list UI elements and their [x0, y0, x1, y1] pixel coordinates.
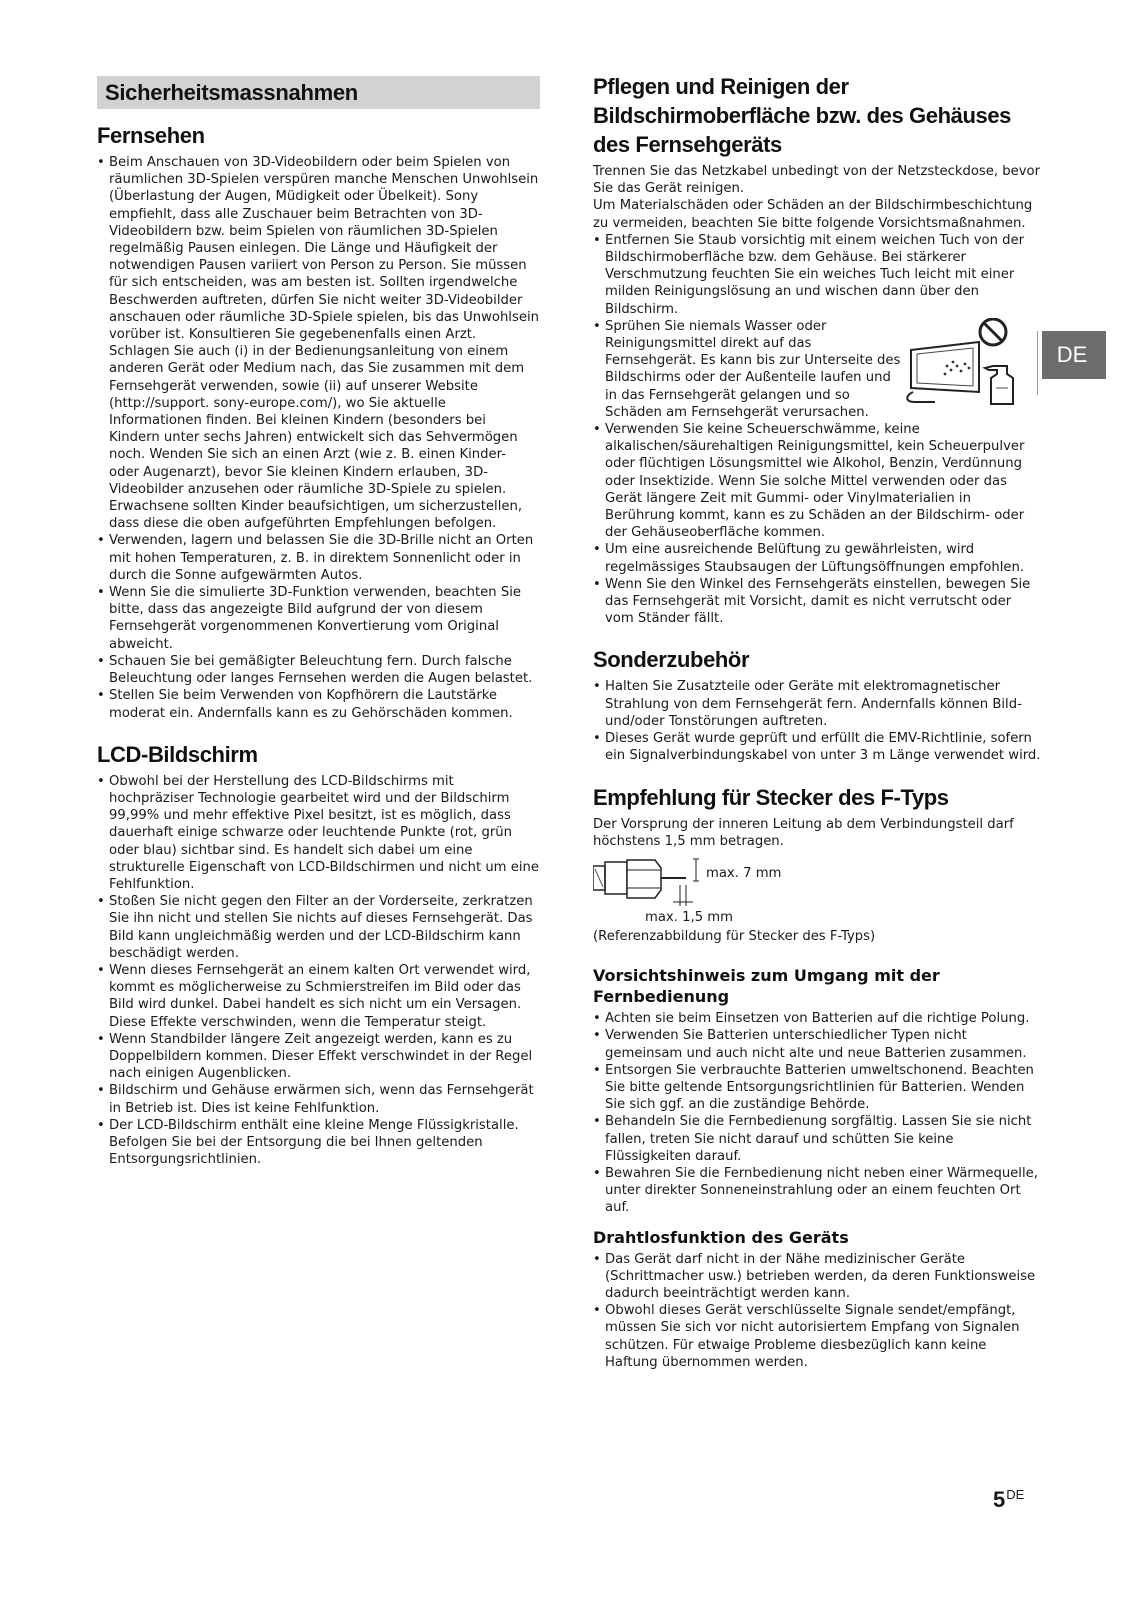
section-title-bar [97, 76, 540, 109]
fernsehen-list [97, 154, 540, 722]
list-item: • Bewahren Sie die Fernbedienung nicht neben einer Wärmequelle, unter direkter Sonneneinstrahlung oder an einem feuchten Ort auf. [593, 1165, 1043, 1217]
list-item: • Obwohl dieses Gerät verschlüsselte Signale sendet/empfängt, müssen Sie sich vor nicht autorisiertem Empfang von Signalen schützen. Für etwaige Probleme diesbezüglich kann keine Haftung übernommen werden. [593, 1302, 1043, 1371]
list-item: • Beim Anschauen von 3D-Videobildern oder beim Spielen von räumlichen 3D-Spielen verspüren manche Menschen Unwohlsein (Überlastung der Augen, Müdigkeit oder Übelkeit). Sony empfiehlt, dass alle Zuschauer beim Betrachten von 3D-Videobildern bzw. beim Spielen von räumlichen 3D-Spielen regelmäßig Pausen einlegen. Die Länge und Häufigkeit der notwendigen Pausen variiert von Person zu Person. Sie müssen für sich entscheiden, was am besten ist. Sollten irgendwelche Beschwerden auftreten, dürfen Sie nicht weiter 3D-Videobilder anschauen oder räumliche 3D-Spiele spielen, bis das Unwohlsein vorüber ist. Konsultieren Sie gegebenenfalls einen Arzt. Schlagen Sie auch (i) in der Bedienungsanleitung von einem anderen Gerät oder Medium nach, das Sie zusammen mit dem Fernsehgerät verwenden, sowie (ii) auf unserer Website (http://support. sony-europe.com/), wo Sie aktuelle Informationen finden. Bei kleinen Kindern (besonders bei Kindern unter sechs Jahren) entwickelt sich das Sehvermögen noch. Wenden Sie sich an einen Arzt (wie z. B. einen Kinder- oder Augenarzt), bevor Sie kleinen Kindern erlauben, 3D-Videobilder anzusehen oder räumliche 3D-Spiele zu spielen. Erwachsene sollten Kinder beaufsichtigen, um sicherzustellen, dass diese die oben aufgeführten Empfehlungen befolgen. [97, 154, 540, 532]
left-column [97, 72, 540, 1168]
section-title: Sicherheitsmassnahmen [105, 80, 358, 105]
list-item: • Entsorgen Sie verbrauchte Batterien umweltschonend. Beachten Sie bitte geltende Entsorgungsrichtlinien für Batterien. Wenden Sie sich ggf. an die zuständige Behörde. [593, 1062, 1043, 1114]
list-item: • Obwohl bei der Herstellung des LCD-Bildschirms mit hochpräziser Technologie gearbeitet wird und der Bildschirm 99,99% und mehr effektive Pixel besitzt, ist es möglich, dass dauerhaft einige schwarze oder leuchtende Punkte (rot, grün oder blau) sichtbar sind. Es handelt sich dabei um eine strukturelle Eigenschaft von LCD-Bildschirmen und nicht um eine Fehlfunktion. [97, 773, 540, 893]
list-item: • Das Gerät darf nicht in der Nähe medizinischer Geräte (Schrittmacher usw.) betrieben werden, da deren Funktionsweise dadurch beeinträchtigt werden kann. [593, 1251, 1043, 1303]
list-item: • Verwenden Sie Batterien unterschiedlicher Typen nicht gemeinsam und auch nicht alte und neue Batterien zusammen. [593, 1027, 1043, 1061]
page-number [993, 1487, 1024, 1513]
list-item: • Wenn dieses Fernsehgerät an einem kalten Ort verwendet wird, kommt es möglicherweise zu Schmierstreifen im Bild oder das Bild wird dunkel. Dabei handelt es sich nicht um ein Versagen. Diese Effekte verschwinden, wenn die Temperatur steigt. [97, 962, 540, 1031]
language-tab-de: DE [1042, 331, 1106, 379]
page-number-suffix: DE [1006, 1487, 1025, 1502]
sonder-list [593, 678, 1043, 764]
pflege-intro-1: Trennen Sie das Netzkabel unbedingt von der Netzsteckdose, bevor Sie das Gerät reinigen. [593, 164, 1041, 197]
list-item: • Stoßen Sie nicht gegen den Filter an der Vorderseite, zerkratzen Sie ihn nicht und stellen Sie nichts auf dieses Fernsehgerät. Das Bild kann ungleichmäßig werden und der LCD-Bildschirm kann beschädigt werden. [97, 893, 540, 962]
spray-warning-text: • Sprühen Sie niemals Wasser oder Reinigungsmittel direkt auf das Fernsehgerät. Es kann bis zur Unterseite des Bildschirms oder der Außenteile laufen und in das Fernsehgerät gelangen und so Schäden am Fernsehgerät verursachen. [605, 318, 901, 420]
list-item: • Der LCD-Bildschirm enthält eine kleine Menge Flüssigkristalle. Befolgen Sie bei der Entsorgung die bei Ihnen geltenden Entsorgungsrichtlinien. [97, 1117, 540, 1169]
side-tab-divider [1037, 331, 1038, 395]
heading-fernbedienung: Vorsichtshinweis zum Umgang mit der Fernbedienung [593, 966, 940, 1007]
f-type-connector-figure [593, 856, 1043, 926]
heading-drahtlos: Drahtlosfunktion des Geräts [593, 1227, 849, 1247]
list-item: • Stellen Sie beim Verwenden von Kopfhörern die Lautstärke moderat ein. Andernfalls kann es zu Gehörschäden kommen. [97, 687, 540, 721]
heading-stecker: Empfehlung für Stecker des F-Typs [593, 784, 949, 810]
list-item: • Dieses Gerät wurde geprüft und erfüllt die EMV-Richtlinie, sofern ein Signalverbindungskabel von unter 3 m Länge verwendet wird. [593, 730, 1043, 764]
page-number-value: 5 [993, 1487, 1006, 1512]
list-item: • Wenn Sie die simulierte 3D-Funktion verwenden, beachten Sie bitte, dass das angezeigte Bild aufgrund der von diesem Fernsehgerät vorgenommenen Konvertierung vom Original abweicht. [97, 584, 540, 653]
f-connector-icon [593, 856, 713, 916]
list-item-spray [593, 318, 1043, 421]
lcd-list [97, 773, 540, 1169]
list-item: • Bildschirm und Gehäuse erwärmen sich, wenn das Fernsehgerät in Betrieb ist. Dies ist keine Fehlfunktion. [97, 1082, 540, 1116]
pflege-list [593, 232, 1043, 628]
pflege-intro-2: Um Materialschäden oder Schäden an der Bildschirmbeschichtung zu vermeiden, beachten Sie bitte folgende Vorsichtsmaßnahmen. [593, 198, 1033, 231]
list-item: • Schauen Sie bei gemäßigter Beleuchtung fern. Durch falsche Beleuchtung oder langes Fernsehen werden die Augen belastet. [97, 653, 540, 687]
fernbedienung-list [593, 1010, 1043, 1216]
heading-sonderzubehoer: Sonderzubehör [593, 647, 750, 673]
heading-fernsehen: Fernsehen [97, 123, 205, 148]
figure-caption: (Referenzabbildung für Stecker des F-Typs) [593, 928, 876, 944]
list-item: • Entfernen Sie Staub vorsichtig mit einem weichen Tuch von der Bildschirmoberfläche bzw. dem Gehäuse. Bei stärkerer Verschmutzung feuchten Sie ein weiches Tuch leicht mit einer milden Reinigungslösung an und wischen dann über den Bildschirm. [593, 232, 1043, 318]
right-column [593, 72, 1043, 1371]
heading-pflege: Pflegen und Reinigen der Bildschirmoberfläche bzw. des Gehäuses des Fernsehgeräts [593, 74, 1012, 157]
list-item: • Verwenden Sie keine Scheuerschwämme, keine alkalischen/säurehaltigen Reinigungsmittel, kein Scheuerpulver oder flüchtigen Lösungsmittel wie Alkohol, Benzin, Verdünnung oder Insektizide. Wenn Sie solche Mittel verwenden oder das Gerät längere Zeit mit Gummi- oder Vinylmaterialien in Berührung kommt, kann es zu Schäden an der Bildschirm- oder der Gehäuseoberfläche kommen. [593, 421, 1043, 541]
list-item: • Behandeln Sie die Fernbedienung sorgfältig. Lassen Sie sie nicht fallen, treten Sie nicht darauf und schütten Sie keine Flüssigkeiten darauf. [593, 1113, 1043, 1165]
no-spray-illustration-icon [895, 318, 1025, 408]
heading-lcd: LCD-Bildschirm [97, 741, 258, 767]
list-item: • Verwenden, lagern und belassen Sie die 3D-Brille nicht an Orten mit hohen Temperaturen, z. B. in direktem Sonnenlicht oder in durch die Sonne aufgewärmten Autos. [97, 532, 540, 584]
list-item: • Um eine ausreichende Belüftung zu gewährleisten, wird regelmässiges Staubsaugen der Lüftungsöffnungen empfohlen. [593, 541, 1043, 575]
drahtlos-list [593, 1251, 1043, 1371]
stecker-text: Der Vorsprung der inneren Leitung ab dem Verbindungsteil darf höchstens 1,5 mm betragen. [593, 816, 1014, 849]
list-item: • Achten sie beim Einsetzen von Batterien auf die richtige Polung. [593, 1010, 1043, 1027]
label-max-7mm: max. 7 mm [706, 865, 782, 881]
list-item: • Wenn Standbilder längere Zeit angezeigt werden, kann es zu Doppelbildern kommen. Dieser Effekt verschwindet in der Regel nach einigen Augenblicken. [97, 1031, 540, 1083]
label-max-1-5mm: max. 1,5 mm [645, 909, 733, 925]
list-item: • Halten Sie Zusatzteile oder Geräte mit elektromagnetischer Strahlung von dem Fernsehgerät fern. Andernfalls können Bild- und/oder Tonstörungen auftreten. [593, 678, 1043, 730]
list-item: • Wenn Sie den Winkel des Fernsehgeräts einstellen, bewegen Sie das Fernsehgerät mit Vorsicht, damit es nicht verrutscht oder vom Ständer fällt. [593, 576, 1043, 628]
